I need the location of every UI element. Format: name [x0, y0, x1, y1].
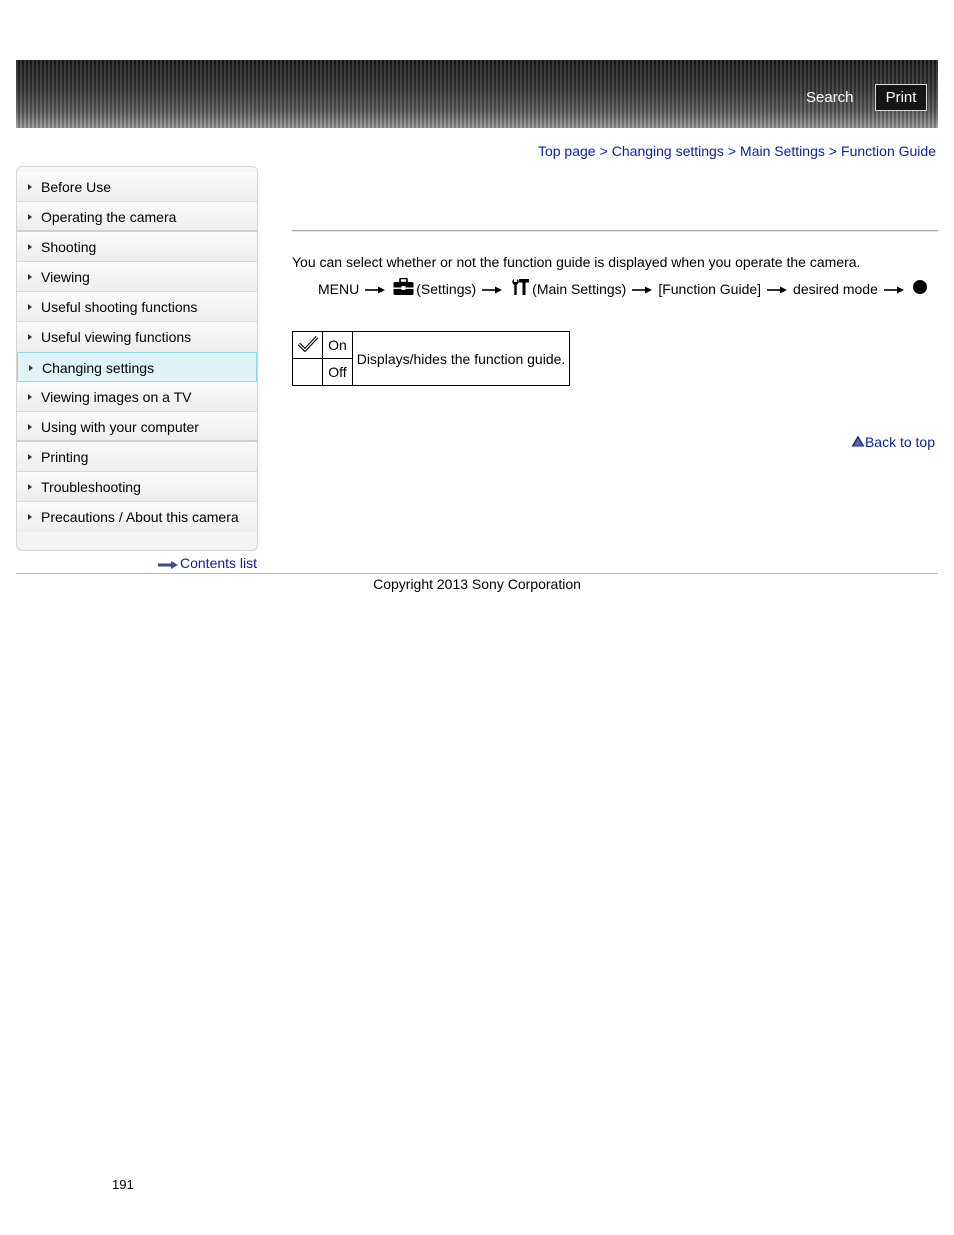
triangle-right-icon	[28, 334, 32, 340]
sidebar-item-useful-viewing-functions[interactable]	[17, 322, 257, 352]
arrow-right-icon	[158, 556, 178, 572]
breadcrumb-separator: >	[727, 143, 737, 159]
wrench-main-settings-icon	[510, 278, 530, 299]
sidebar-item-viewing[interactable]	[17, 262, 257, 292]
sidebar-nav	[16, 166, 258, 551]
default-mark-cell	[293, 332, 323, 359]
checkmark-icon	[297, 340, 319, 356]
sidebar-item-label: Viewing images on a TV	[41, 389, 192, 405]
main-settings-label: (Main Settings)	[532, 280, 627, 297]
triangle-right-icon	[28, 214, 32, 220]
arrow-right-icon	[482, 281, 502, 297]
header-bar	[16, 60, 938, 128]
breadcrumb	[538, 143, 936, 159]
triangle-right-icon	[28, 304, 32, 310]
sidebar-item-useful-shooting-functions[interactable]	[17, 292, 257, 322]
sidebar-item-label: Changing settings	[42, 360, 155, 376]
breadcrumb-main-settings[interactable]: Main Settings	[740, 143, 825, 159]
triangle-right-icon	[28, 484, 32, 490]
title-divider	[292, 230, 938, 232]
contents-list-label: Contents list	[180, 555, 258, 571]
sidebar-item-changing-settings[interactable]	[17, 352, 257, 382]
option-label: Off	[323, 359, 353, 386]
option-description: Displays/hides the function guide.	[353, 332, 570, 386]
arrow-right-icon	[767, 281, 787, 297]
sidebar-item-label: Printing	[41, 449, 89, 465]
sidebar-item-before-use[interactable]	[17, 172, 257, 202]
contents-list-link[interactable]	[158, 555, 257, 572]
breadcrumb-function-guide[interactable]: Function Guide	[841, 143, 936, 159]
print-button[interactable]: Print	[875, 84, 927, 111]
function-guide-label: [Function Guide]	[658, 280, 762, 297]
intro-text: You can select whether or not the function guide is displayed when you operate the camera.	[292, 254, 861, 270]
sidebar-item-label: Using with your computer	[41, 419, 199, 435]
sidebar-item-label: Useful shooting functions	[41, 299, 198, 315]
page-number: 191	[112, 1177, 134, 1192]
desired-mode-label: desired mode	[793, 280, 878, 297]
breadcrumb-top-page[interactable]: Top page	[537, 143, 596, 159]
arrow-right-icon	[632, 281, 652, 297]
sidebar-item-viewing-images-on-a-tv[interactable]	[17, 382, 257, 412]
triangle-right-icon	[28, 394, 32, 400]
sidebar-item-using-with-your-computer[interactable]	[17, 412, 257, 442]
option-label: On	[323, 332, 353, 359]
footer-divider	[16, 573, 938, 574]
sidebar-item-operating-the-camera[interactable]	[17, 202, 257, 232]
arrow-right-icon	[365, 281, 385, 297]
back-to-top-link[interactable]	[851, 434, 935, 450]
triangle-right-icon	[28, 184, 32, 190]
default-mark-cell	[293, 359, 323, 386]
table-row	[293, 332, 570, 359]
options-table	[292, 331, 570, 386]
breadcrumb-separator: >	[828, 143, 838, 159]
sidebar-item-label: Troubleshooting	[41, 479, 141, 495]
arrow-right-icon	[884, 281, 904, 297]
sidebar-item-troubleshooting[interactable]	[17, 472, 257, 502]
breadcrumb-separator: >	[599, 143, 608, 159]
menu-path	[318, 278, 930, 299]
toolbox-settings-icon	[393, 278, 414, 299]
sidebar-item-precautions-about-this-camera[interactable]	[17, 502, 257, 532]
search-link[interactable]: Search	[806, 89, 854, 106]
triangle-right-icon	[28, 454, 32, 460]
triangle-right-icon	[29, 365, 33, 371]
triangle-right-icon	[28, 424, 32, 430]
sidebar-item-label: Operating the camera	[41, 209, 177, 225]
triangle-right-icon	[28, 514, 32, 520]
center-button-icon	[912, 279, 928, 298]
sidebar-item-label: Shooting	[41, 239, 97, 255]
copyright-text: Copyright 2013 Sony Corporation	[373, 576, 581, 592]
back-to-top-label: Back to top	[864, 434, 935, 450]
triangle-up-icon	[851, 434, 865, 450]
sidebar-item-printing[interactable]	[17, 442, 257, 472]
sidebar-item-label: Before Use	[41, 179, 112, 195]
settings-label: (Settings)	[416, 280, 477, 297]
sidebar-item-label: Useful viewing functions	[41, 329, 192, 345]
sidebar-item-label: Viewing	[41, 269, 90, 285]
breadcrumb-changing-settings[interactable]: Changing settings	[611, 143, 724, 159]
triangle-right-icon	[28, 244, 32, 250]
menu-label: MENU	[318, 280, 360, 297]
sidebar-item-shooting[interactable]	[17, 232, 257, 262]
triangle-right-icon	[28, 274, 32, 280]
sidebar-item-label: Precautions / About this camera	[41, 509, 239, 525]
